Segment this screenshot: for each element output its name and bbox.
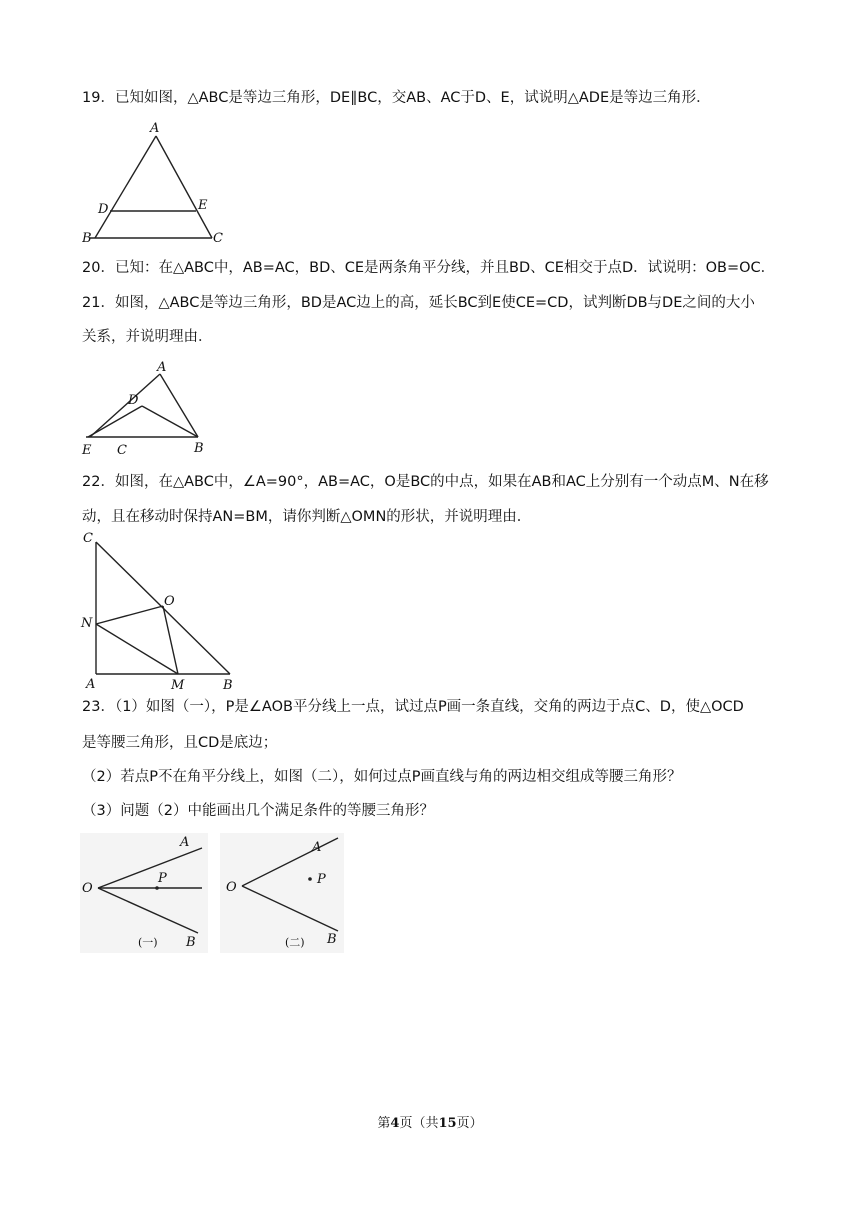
- question-23-text-line-2: 是等腰三角形，且CD是底边；: [82, 735, 278, 751]
- question-19-figure: [82, 120, 232, 245]
- page-footer: [0, 1112, 860, 1131]
- fig1-label-p: P: [158, 871, 167, 886]
- fig2-label-a: A: [312, 840, 322, 855]
- vertex-label-m: M: [171, 678, 185, 693]
- vertex-label-b: B: [194, 441, 204, 456]
- fig2-label-o: O: [226, 880, 237, 895]
- vertex-label-n: N: [81, 616, 93, 631]
- vertex-label-c: C: [83, 531, 93, 546]
- fig2-label-p: P: [317, 872, 326, 887]
- footer-prefix: 第: [377, 1116, 391, 1131]
- question-22-text-line-2: 动，且在移动时保持AN=BM，请你判断△OMN的形状，并说明理由．: [82, 509, 532, 525]
- question-21-text-line-1: 21．如图，△ABC是等边三角形，BD是AC边上的高，延长BC到E使CE=CD，试判断DB与DE之间的大小: [82, 295, 755, 311]
- footer-suffix: 页）: [456, 1116, 483, 1131]
- vertex-label-a: A: [157, 360, 167, 375]
- vertex-label-e: E: [82, 443, 92, 458]
- vertex-label-o: O: [164, 594, 175, 609]
- vertex-label-b: B: [82, 231, 92, 245]
- question-23-text-line-3: （2）若点P不在角平分线上，如图（二），如何过点P画直线与角的两边相交组成等腰三角形？: [82, 769, 682, 785]
- question-22-text-line-1: 22．如图，在△ABC中，∠A=90°，AB=AC，O是BC的中点，如果在AB和AC上分别有一个动点M、N在移: [82, 474, 769, 490]
- question-19-text: 19．已知如图，△ABC是等边三角形，DE∥BC，交AB、AC于D、E，试说明△ADE是等边三角形．: [82, 90, 711, 106]
- question-23-text-line-4: （3）问题（2）中能画出几个满足条件的等腰三角形？: [82, 803, 434, 819]
- vertex-label-b: B: [223, 678, 233, 693]
- question-21-figure: [80, 358, 210, 458]
- vertex-label-a: A: [150, 121, 160, 136]
- vertex-label-c: C: [213, 231, 223, 245]
- vertex-label-d: D: [98, 202, 109, 217]
- fig1-label-o: O: [82, 881, 93, 896]
- fig1-label-a: A: [180, 835, 190, 850]
- vertex-label-e: E: [198, 198, 208, 213]
- fig1-caption: (一): [138, 936, 158, 949]
- question-23-figure-1: [80, 833, 208, 953]
- fig2-label-b: B: [327, 932, 337, 947]
- question-21-text-line-2: 关系，并说明理由．: [82, 329, 213, 345]
- question-22-figure: [80, 528, 240, 693]
- vertex-label-a: A: [86, 677, 96, 692]
- question-23-text-line-1: 23．（1）如图（一），P是∠AOB平分线上一点，试过点P画一条直线，交角的两边于点C、D，使△OCD: [82, 699, 744, 715]
- vertex-label-c: C: [117, 443, 127, 458]
- footer-middle: 页（共: [399, 1116, 439, 1131]
- footer-page-number: 4: [390, 1116, 400, 1131]
- question-23-figure-2: [220, 833, 344, 953]
- fig1-label-b: B: [186, 935, 196, 950]
- question-20-text: 20．已知：在△ABC中，AB=AC，BD、CE是两条角平分线，并且BD、CE相交于点D．试说明：OB=OC．: [82, 260, 776, 276]
- vertex-label-d: D: [128, 393, 139, 408]
- footer-total-pages: 15: [438, 1116, 457, 1131]
- fig2-caption: (二): [285, 936, 305, 949]
